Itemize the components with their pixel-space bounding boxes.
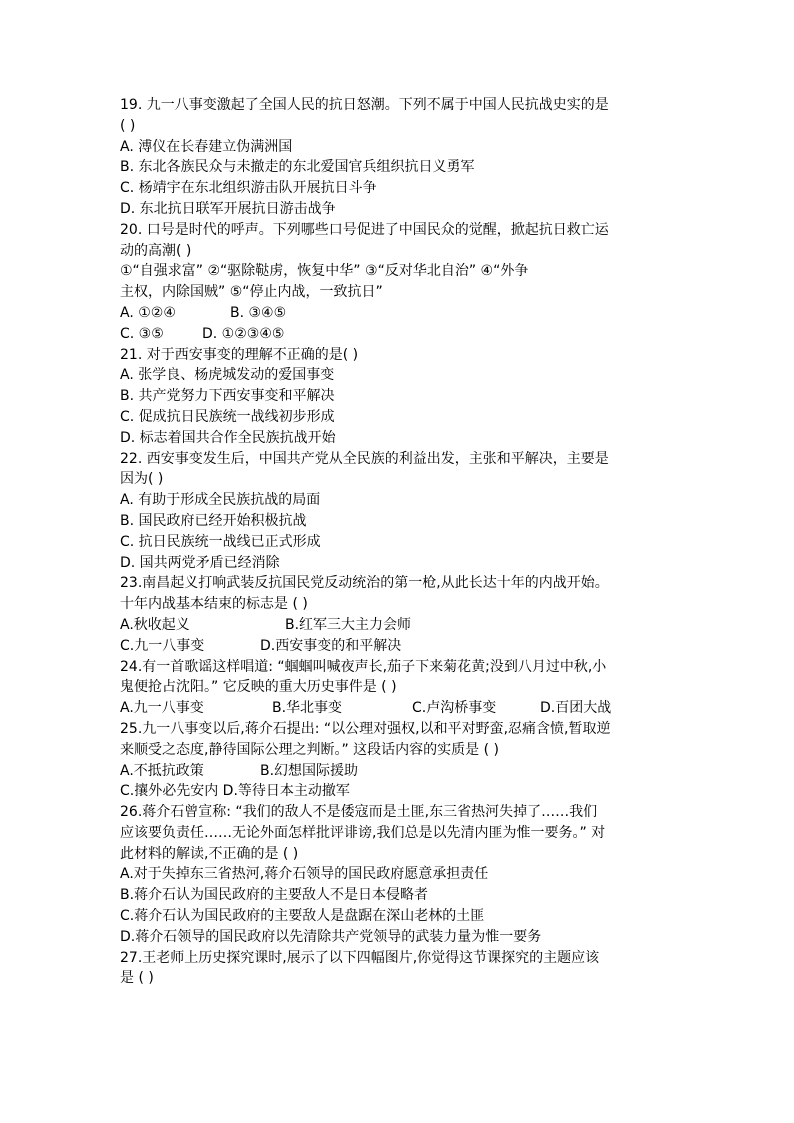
options-row xyxy=(120,761,680,782)
option-b: B. 国民政府已经开始积极抗战 xyxy=(120,512,307,529)
options-row xyxy=(120,781,680,802)
option-c: C. 促成抗日民族统一战线初步形成 xyxy=(120,408,335,425)
option-d: D. ①②③④⑤ xyxy=(202,325,285,342)
question-stem-line: 应该要负责任……无论外面怎样批评诽谤,我们总是以先清内匪为惟一要务。” 对 xyxy=(120,824,606,841)
slogan-line: 主权，内除国贼” ⑤“停止内战，一致抗日” xyxy=(120,284,383,301)
option-a: A.九一八事变 xyxy=(120,700,204,717)
option-b: B.幻想国际援助 xyxy=(260,762,359,779)
options-row xyxy=(120,636,680,657)
question-stem-line: 24.有一首歌谣这样唱道: “蝈蝈叫喊夜声长,茄子下来菊花黄;没到八月过中秋,小 xyxy=(120,658,607,675)
option-c: C.卢沟桥事变 xyxy=(412,700,497,717)
option-b: B.蒋介石认为国民政府的主要敌人不是日本侵略者 xyxy=(120,887,429,904)
document-page xyxy=(120,95,680,989)
option-a: A. ①②④ xyxy=(120,304,176,321)
question-stem-line: 22. 西安事变发生后，中国共产党从全民族的利益出发，主张和平解决，主要是 xyxy=(120,450,609,467)
question-stem-line: ( ) xyxy=(120,117,136,134)
slogan-line: ①“自强求富” ②“驱除鞑虏，恢复中华” ③“反对华北自治” ④“外争 xyxy=(120,263,529,280)
question-24 xyxy=(120,657,680,719)
question-20 xyxy=(120,220,680,345)
option-c-d: C.攘外必先安内 D.等待日本主动撤军 xyxy=(120,783,350,800)
option-b: B.华北事变 xyxy=(272,700,343,717)
option-b: B. ③④⑤ xyxy=(230,304,287,321)
option-c: C. 抗日民族统一战线已正式形成 xyxy=(120,533,321,550)
option-a: A.秋收起义 xyxy=(120,616,190,633)
question-stem-line: 21. 对于西安事变的理解不正确的是( ) xyxy=(120,346,359,363)
question-stem-line: 19. 九一八事变激起了全国人民的抗日怒潮。下列不属于中国人民抗战史实的是 xyxy=(120,97,609,113)
option-a: A. 溥仪在长春建立伪满洲国 xyxy=(120,138,293,155)
question-26 xyxy=(120,802,680,948)
option-b: B. 东北各族民众与未撤走的东北爱国官兵组织抗日义勇军 xyxy=(120,159,475,176)
question-23 xyxy=(120,573,680,656)
question-stem-line: 鬼便抢占沈阳。” 它反映的重大历史事件是 ( ) xyxy=(120,679,397,696)
question-19 xyxy=(120,95,680,220)
options-row xyxy=(120,615,680,636)
question-stem-line: 因为( ) xyxy=(120,471,164,488)
options-row xyxy=(120,303,680,324)
option-c: C. 杨靖宇在东北组织游击队开展抗日斗争 xyxy=(120,180,377,197)
question-21 xyxy=(120,345,680,449)
question-stem-line: 此材料的解读,不正确的是 ( ) xyxy=(120,845,299,862)
options-row xyxy=(120,698,680,719)
options-row xyxy=(120,324,680,345)
option-b: B. 共产党努力下西安事变和平解决 xyxy=(120,388,335,405)
option-b: B.红军三大主力会师 xyxy=(285,616,412,633)
question-stem-line: 26.蒋介石曾宣称: “我们的敌人不是倭寇而是土匪,东三省热河失掉了……我们 xyxy=(120,804,598,821)
option-d: D.百团大战 xyxy=(540,700,612,717)
question-25 xyxy=(120,719,680,802)
question-27 xyxy=(120,948,680,990)
question-stem-line: 20. 口号是时代的呼声。下列哪些口号促进了中国民众的觉醒，掀起抗日救亡运 xyxy=(120,221,609,238)
question-stem-line: 25.九一八事变以后,蒋介石提出: “以公理对强权,以和平对野蛮,忍痛含愤,暂取逆 xyxy=(120,720,611,737)
question-stem-line: 十年内战基本结束的标志是 ( ) xyxy=(120,596,308,613)
option-d: D. 国共两党矛盾已经消除 xyxy=(120,554,280,571)
option-a: A.对于失掉东三省热河,蒋介石领导的国民政府愿意承担责任 xyxy=(120,866,489,883)
option-d: D.西安事变的和平解决 xyxy=(260,637,402,654)
option-c: C. ③⑤ xyxy=(120,325,164,342)
option-c: C.蒋介石认为国民政府的主要敌人是盘踞在深山老林的土匪 xyxy=(120,908,485,925)
option-d: D. 标志着国共合作全民族抗战开始 xyxy=(120,429,336,446)
option-a: A.不抵抗政策 xyxy=(120,762,204,779)
option-d: D. 东北抗日联军开展抗日游击战争 xyxy=(120,200,336,217)
question-22 xyxy=(120,449,680,574)
option-d: D.蒋介石领导的国民政府以先清除共产党领导的武装力量为惟一要务 xyxy=(120,928,542,945)
option-a: A. 张学良、杨虎城发动的爱国事变 xyxy=(120,367,335,384)
question-stem-line: 动的高潮( ) xyxy=(120,242,192,259)
question-stem-line: 23.南昌起义打响武装反抗国民党反动统治的第一枪,从此长达十年的内战开始。 xyxy=(120,575,609,592)
question-stem-line: 27.王老师上历史探究课时,展示了以下四幅图片,你觉得这节课探究的主题应该 xyxy=(120,949,600,966)
question-stem-line: 来顺受之态度,静待国际公理之判断。” 这段话内容的实质是 ( ) xyxy=(120,741,499,758)
option-a: A. 有助于形成全民族抗战的局面 xyxy=(120,492,321,509)
option-c: C.九一八事变 xyxy=(120,637,205,654)
question-stem-line: 是 ( ) xyxy=(120,970,154,987)
